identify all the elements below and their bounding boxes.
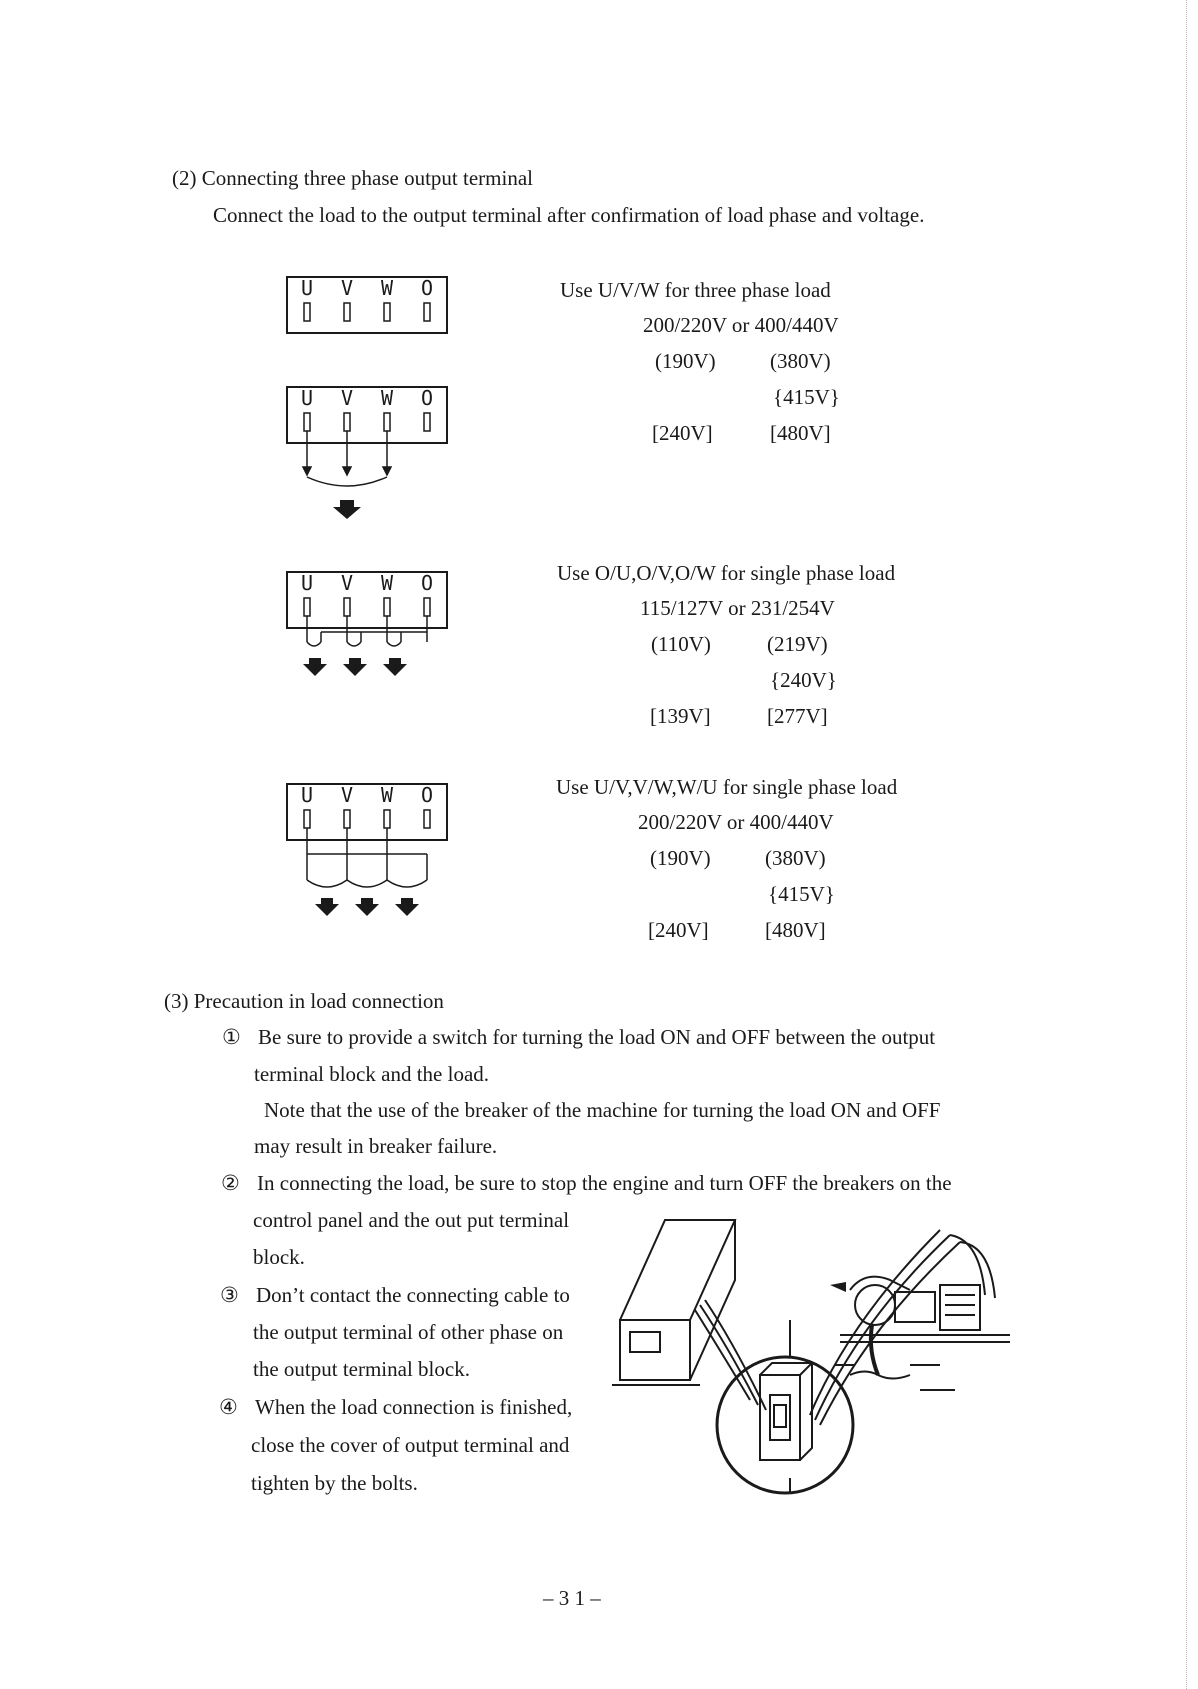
terminal-label-w: W bbox=[380, 276, 394, 300]
terminal-post bbox=[344, 303, 350, 321]
item2-line2: control panel and the out put terminal bbox=[253, 1208, 570, 1232]
svg-text:U: U bbox=[300, 386, 314, 410]
load-connection-illustration bbox=[610, 1200, 1040, 1480]
block3-voltage-bracket-a: [240V] bbox=[648, 918, 709, 942]
block1-voltage-brace: {415V} bbox=[773, 385, 840, 409]
page-number: – 3 1 – bbox=[543, 1586, 601, 1610]
item4-marker: ④ bbox=[219, 1395, 238, 1419]
svg-text:U: U bbox=[300, 783, 314, 807]
item3-marker: ③ bbox=[220, 1283, 239, 1307]
down-arrow-icon bbox=[333, 500, 361, 519]
svg-text:W: W bbox=[380, 783, 394, 807]
item4-line3: tighten by the bolts. bbox=[251, 1471, 418, 1495]
item1-note1: Note that the use of the breaker of the machine for turning the load ON and OFF bbox=[264, 1098, 941, 1122]
generator-panel bbox=[630, 1332, 660, 1352]
section2-intro: Connect the load to the output terminal after confirmation of load phase and voltage. bbox=[213, 203, 925, 227]
down-arrow-icon bbox=[343, 658, 367, 676]
block1-voltage-alt-b: (380V) bbox=[770, 349, 831, 373]
block1-title: Use U/V/W for three phase load bbox=[560, 278, 831, 302]
svg-text:W: W bbox=[380, 386, 394, 410]
svg-text:V: V bbox=[340, 386, 354, 410]
block1-voltage-alt-a: (190V) bbox=[655, 349, 716, 373]
item1-line2: terminal block and the load. bbox=[254, 1062, 490, 1086]
block3-title: Use U/V,V/W,W/U for single phase load bbox=[556, 775, 898, 799]
block3-voltage-bracket-b: [480V] bbox=[765, 918, 826, 942]
block3-voltage-alt-b: (380V) bbox=[765, 846, 826, 870]
svg-text:U: U bbox=[300, 571, 314, 595]
pump-motor bbox=[940, 1285, 980, 1330]
block2-voltage-alt-a: (110V) bbox=[651, 632, 711, 656]
item3-line2: the output terminal of other phase on bbox=[253, 1320, 564, 1344]
item4-line1: When the load connection is finished, bbox=[255, 1395, 573, 1419]
block2-title: Use O/U,O/V,O/W for single phase load bbox=[557, 561, 896, 585]
block2-voltage-bracket-b: [277V] bbox=[767, 704, 828, 728]
item1-marker: ① bbox=[222, 1025, 241, 1049]
block3-voltage: 200/220V or 400/440V bbox=[638, 810, 834, 834]
item2-line1: In connecting the load, be sure to stop the engine and turn OFF the breakers on the bbox=[257, 1171, 952, 1195]
item3-line1: Don’t contact the connecting cable to bbox=[256, 1283, 570, 1307]
block2-voltage-brace: {240V} bbox=[770, 668, 837, 692]
terminal-block-diagram-three-phase bbox=[285, 385, 455, 525]
switch-box bbox=[760, 1375, 800, 1460]
item1-note2: may result in breaker failure. bbox=[254, 1134, 498, 1158]
terminal-block-diagram-plain bbox=[285, 275, 455, 340]
svg-text:V: V bbox=[340, 783, 354, 807]
terminal-post bbox=[384, 303, 390, 321]
pump-outlet bbox=[850, 1277, 910, 1290]
terminal-block-diagram-single-phase-line bbox=[285, 782, 455, 922]
terminal-post bbox=[424, 303, 430, 321]
svg-text:O: O bbox=[420, 571, 434, 595]
down-arrow-icon bbox=[355, 898, 379, 916]
block3-voltage-alt-a: (190V) bbox=[650, 846, 711, 870]
scan-edge-line bbox=[1186, 0, 1188, 1689]
item2-marker: ② bbox=[221, 1171, 240, 1195]
terminal-block-diagram-single-phase-neutral bbox=[285, 570, 455, 685]
section2-heading: (2) Connecting three phase output terminal bbox=[172, 166, 533, 190]
svg-text:O: O bbox=[420, 386, 434, 410]
terminal-post bbox=[304, 303, 310, 321]
down-arrow-icon bbox=[395, 898, 419, 916]
block2-voltage: 115/127V or 231/254V bbox=[640, 596, 835, 620]
item4-line2: close the cover of output terminal and bbox=[251, 1433, 570, 1457]
block1-voltage: 200/220V or 400/440V bbox=[643, 313, 839, 337]
block3-voltage-brace: {415V} bbox=[768, 882, 835, 906]
down-arrow-icon bbox=[303, 658, 327, 676]
block2-voltage-alt-b: (219V) bbox=[767, 632, 828, 656]
terminal-label-o: O bbox=[420, 276, 434, 300]
item2-line3: block. bbox=[253, 1245, 305, 1269]
down-arrow-icon bbox=[383, 658, 407, 676]
terminal-label-v: V bbox=[340, 276, 354, 300]
terminal-label-u: U bbox=[300, 276, 314, 300]
item3-line3: the output terminal block. bbox=[253, 1357, 470, 1381]
item1-line1: Be sure to provide a switch for turning the load ON and OFF between the output bbox=[258, 1025, 936, 1049]
svg-text:V: V bbox=[340, 571, 354, 595]
svg-text:O: O bbox=[420, 783, 434, 807]
block1-voltage-bracket-a: [240V] bbox=[652, 421, 713, 445]
block1-voltage-bracket-b: [480V] bbox=[770, 421, 831, 445]
block2-voltage-bracket-a: [139V] bbox=[650, 704, 711, 728]
svg-text:W: W bbox=[380, 571, 394, 595]
section3-heading: (3) Precaution in load connection bbox=[164, 989, 444, 1013]
down-arrow-icon bbox=[315, 898, 339, 916]
